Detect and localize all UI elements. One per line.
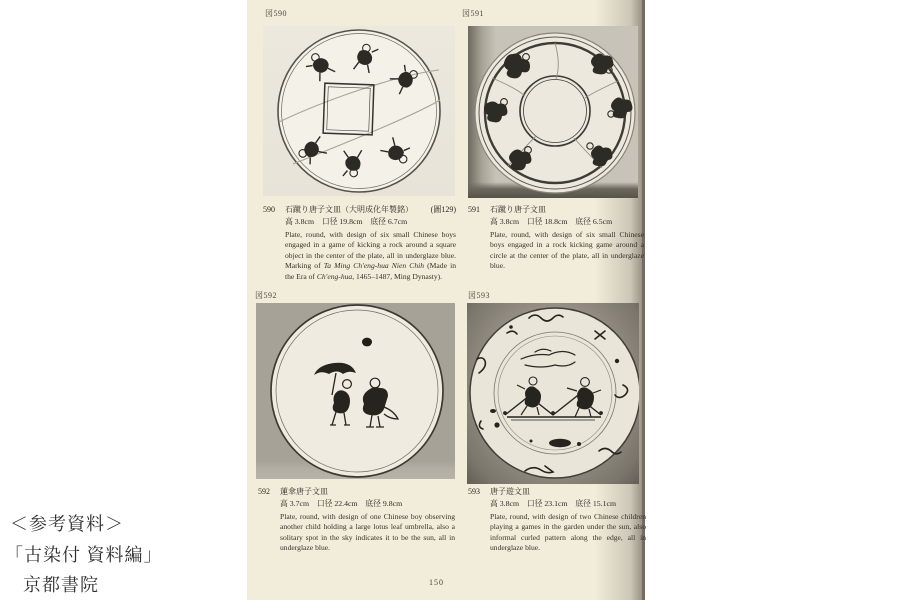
caption-592-dimensions: 高 3.7cm 口径 22.4cm 底径 9.8cm bbox=[280, 499, 403, 508]
page-number: 150 bbox=[429, 578, 444, 587]
caption-593-dimensions: 高 3.8cm 口径 23.1cm 底径 15.1cm bbox=[490, 499, 617, 508]
caption-590-dimensions: 高 3.8cm 口径 19.8cm 底径 6.7cm bbox=[285, 217, 408, 226]
plate-photo-593 bbox=[467, 303, 639, 484]
caption-591-number: 591 bbox=[468, 205, 480, 214]
figure-label-590: 図590 bbox=[265, 9, 287, 18]
caption-590-title: 石蹴り唐子文皿（大明成化年製銘） bbox=[285, 205, 413, 214]
caption-591-description: Plate, round, with design of six small Chinese boys engaged in a rock kicking game around a circle at the center of the plate, all in underglaze blue. bbox=[490, 230, 644, 271]
plate-photo-592 bbox=[256, 303, 455, 479]
caption-590-ref: (圖129) bbox=[430, 205, 456, 214]
caption-593-head bbox=[468, 486, 646, 497]
caption-593-description: Plate, round, with design of two Chinese children playing a games in the garden under the sun, also informal curled pattern along the edge, all in underglaze blue. bbox=[490, 512, 646, 553]
citation-line-book-title: 「古染付 資料編」 bbox=[5, 545, 163, 565]
caption-592-title: 蓮傘唐子文皿 bbox=[280, 487, 328, 496]
caption-592 bbox=[258, 486, 455, 554]
citation-line-reference-materials: ＜参考資料＞ bbox=[10, 514, 124, 534]
caption-592-head bbox=[258, 486, 455, 497]
figure-label-592: 図592 bbox=[255, 291, 277, 300]
caption-593 bbox=[468, 486, 646, 554]
caption-592-number: 592 bbox=[258, 487, 270, 496]
plate-592-drawing bbox=[256, 303, 455, 479]
caption-591-head bbox=[468, 204, 644, 215]
caption-593-title: 唐子遊文皿 bbox=[490, 487, 530, 496]
plate-photo-591 bbox=[468, 26, 638, 198]
plate-591-drawing bbox=[468, 26, 638, 198]
caption-590 bbox=[263, 204, 456, 282]
plate-590-drawing bbox=[263, 26, 455, 196]
citation-line-publisher: 京都書院 bbox=[23, 575, 99, 595]
figure-label-593: 図593 bbox=[468, 291, 490, 300]
caption-592-description: Plate, round, with design of one Chinese boy observing another child holding a large lotus leaf umbrella, also a solitary spot in the sky indicates it to be the sun, all in underglaze blue. bbox=[280, 512, 455, 553]
caption-590-number: 590 bbox=[263, 205, 275, 214]
caption-591 bbox=[468, 204, 644, 272]
caption-593-number: 593 bbox=[468, 487, 480, 496]
figure-label-591: 図591 bbox=[462, 9, 484, 18]
plate-593-drawing bbox=[467, 303, 639, 484]
caption-590-description: Plate, round, with design of six small Chinese boys engaged in a game of kicking a rock around a square object in the center of the plate, all in underglaze blue. Marking of Ta Ming Ch'eng-hua Nien Chih (Made in the Era of Ch'eng-hua, 1465–1487, Ming Dynasty). bbox=[285, 230, 456, 281]
caption-590-head bbox=[263, 204, 456, 215]
plate-photo-590 bbox=[263, 26, 455, 196]
caption-591-dimensions: 高 3.8cm 口径 18.8cm 底径 6.5cm bbox=[490, 217, 613, 226]
caption-591-title: 石蹴り唐子文皿 bbox=[490, 205, 546, 214]
scanned-book-page bbox=[247, 0, 645, 600]
